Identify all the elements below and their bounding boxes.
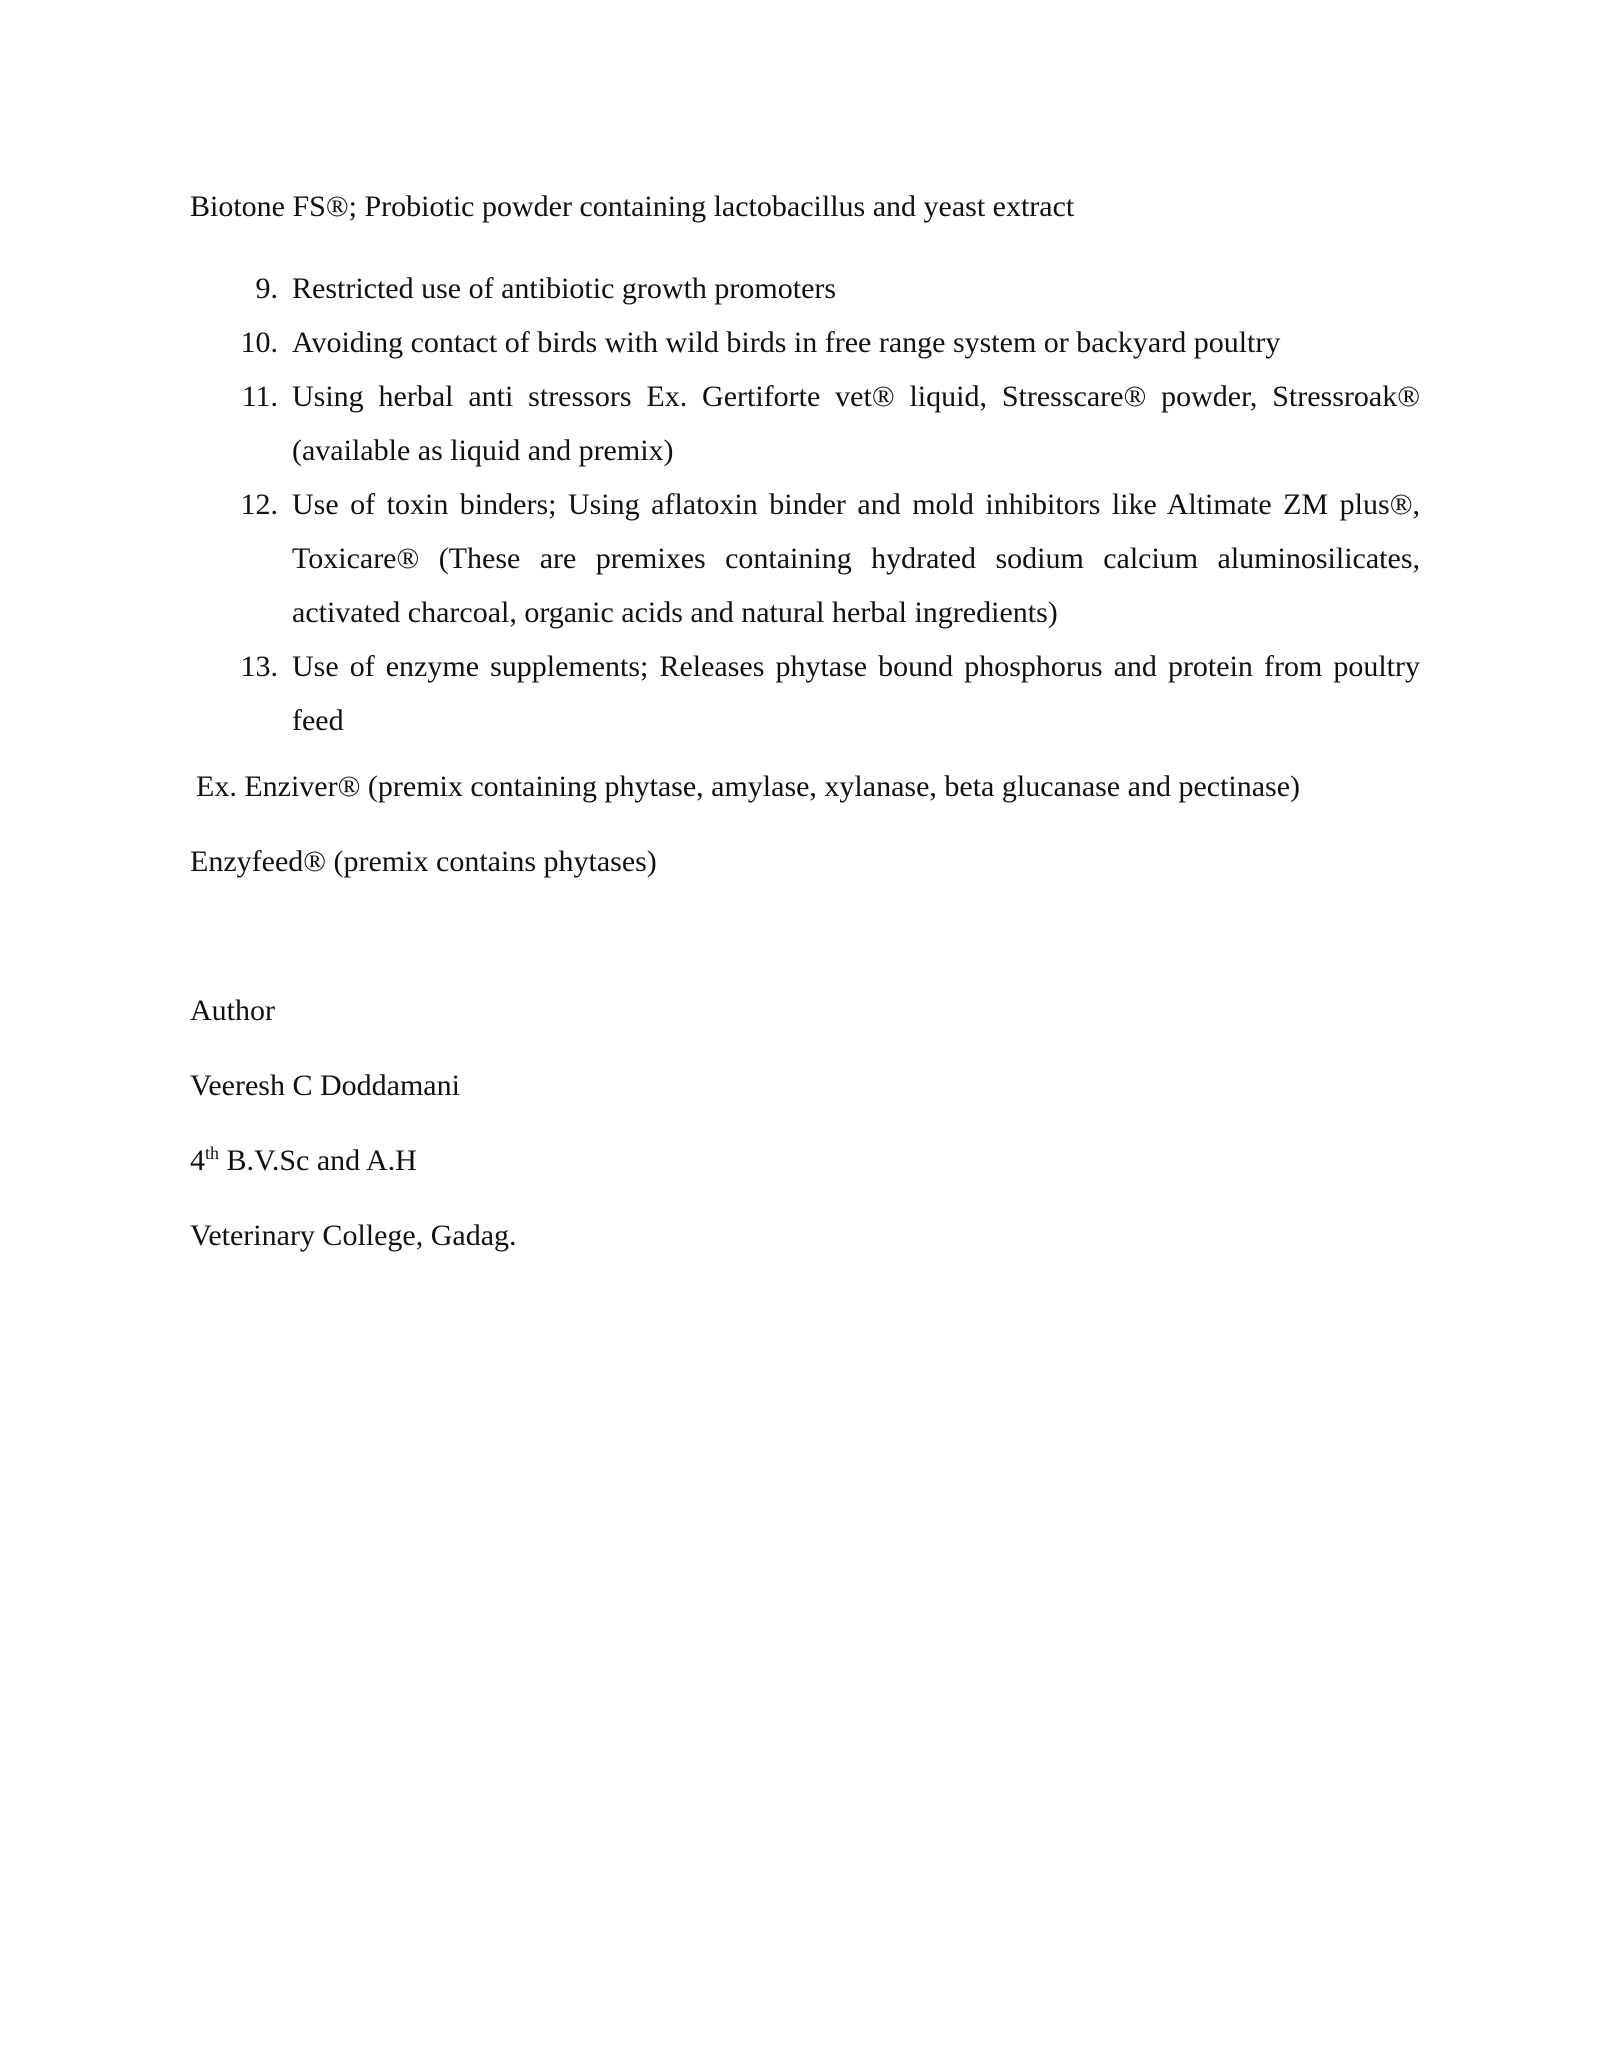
list-item-11	[190, 370, 1420, 478]
author-degree	[190, 1141, 417, 1181]
degree-number: 4	[190, 1144, 205, 1177]
author-name: Veeresh C Doddamani	[190, 1069, 460, 1102]
list-item-10	[190, 316, 1420, 370]
list-text: Using herbal anti stressors Ex. Gertiforte vet® liquid, Stresscare® powder, Stressroak® (available as liquid and premix)	[292, 380, 1420, 467]
author-institution: Veterinary College, Gadag.	[190, 1219, 517, 1252]
recommendations-list	[190, 262, 1420, 748]
list-text: Avoiding contact of birds with wild birds in free range system or backyard poultry	[292, 326, 1281, 359]
example-line-enziver: Ex. Enziver® (premix containing phytase, amylase, xylanase, beta glucanase and pectinase)	[196, 770, 1301, 803]
list-number: 10.	[240, 326, 278, 359]
list-text: Use of toxin binders; Using aflatoxin binder and mold inhibitors like Altimate ZM plus®, Toxicare® (These are premixes containing hydrated sodium calcium aluminosilicates, activated charcoal, organic acids and natural herbal ingredients)	[292, 488, 1420, 629]
author-heading: Author	[190, 994, 275, 1027]
degree-text: B.V.Sc and A.H	[219, 1144, 417, 1177]
list-item-13	[190, 640, 1420, 748]
degree-superscript: th	[205, 1143, 220, 1163]
list-number: 13.	[240, 650, 278, 683]
list-number: 12.	[240, 488, 278, 521]
list-item-12	[190, 478, 1420, 640]
list-number: 9.	[255, 272, 278, 305]
list-text: Use of enzyme supplements; Releases phytase bound phosphorus and protein from poultry feed	[292, 650, 1420, 737]
list-item-9	[190, 262, 1420, 316]
list-number: 11.	[241, 380, 278, 413]
list-text: Restricted use of antibiotic growth promoters	[292, 272, 837, 305]
example-line-enzyfeed: Enzyfeed® (premix contains phytases)	[190, 845, 657, 878]
intro-line: Biotone FS®; Probiotic powder containing lactobacillus and yeast extract	[190, 190, 1075, 223]
